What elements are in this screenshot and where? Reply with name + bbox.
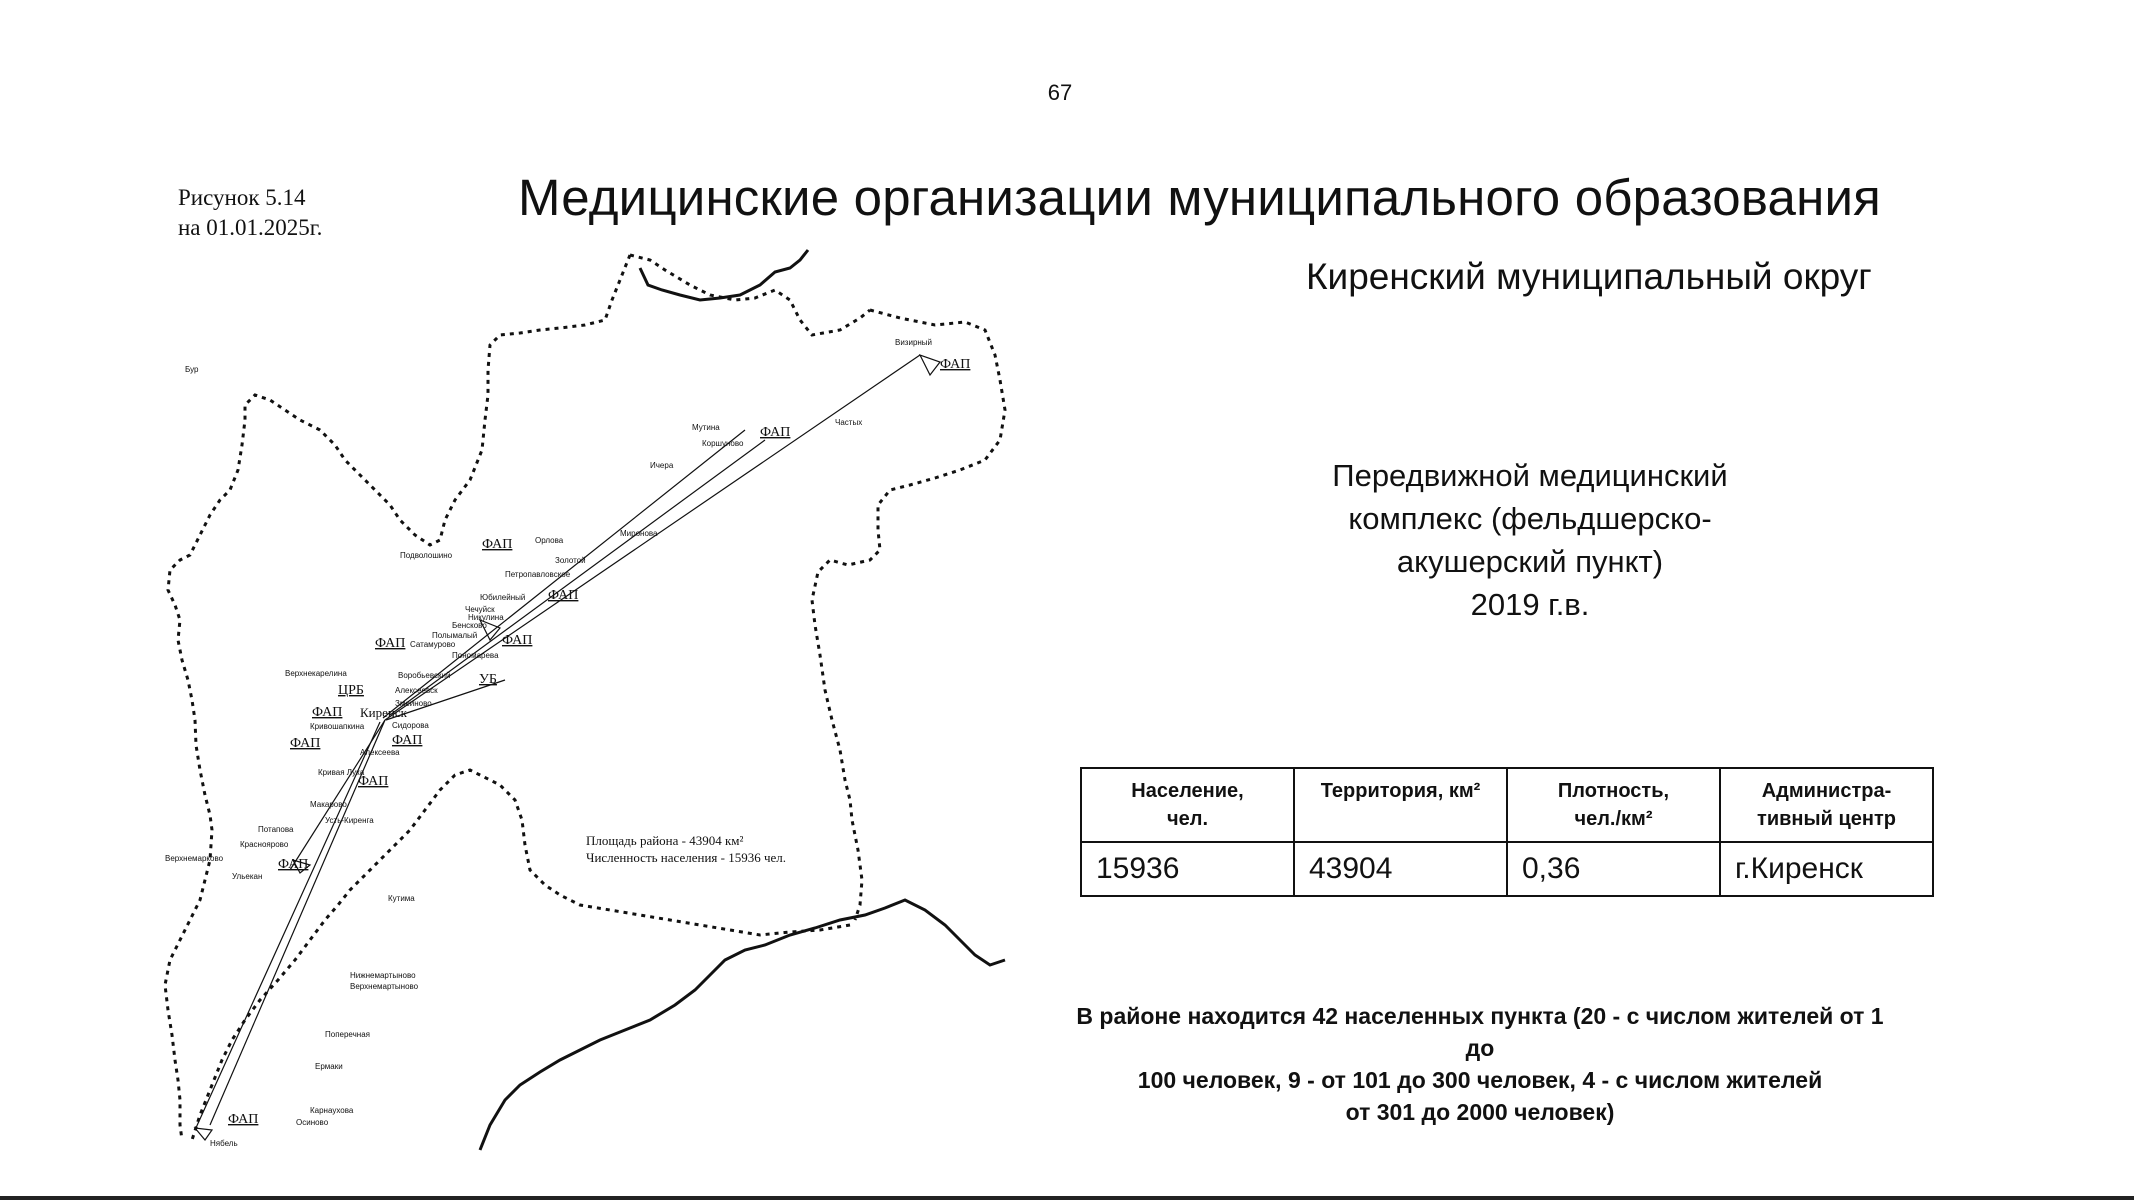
settlement-label: Частых	[835, 418, 863, 427]
settlement-label: Алексеева	[360, 748, 400, 757]
settlement-label: Подволошино	[400, 551, 453, 560]
settlement-label: Миронова	[620, 529, 658, 538]
header-population	[1081, 768, 1294, 842]
settlement-label: Визирный	[895, 338, 933, 347]
fap-marker: ФАП	[940, 357, 971, 372]
settlement-label: Верхнекарелина	[285, 669, 347, 678]
fap-marker: ФАП	[760, 425, 791, 440]
settlement-label: Нябель	[210, 1139, 238, 1148]
fap-marker: ФАП	[290, 736, 321, 751]
settlement-label-kirensk: Киренск	[360, 705, 407, 720]
settlement-label: Пономарева	[452, 651, 499, 660]
district-subtitle: Киренский муниципальный округ	[1306, 256, 1872, 297]
settlement-label: Карнаухова	[310, 1106, 354, 1115]
ub-marker: УБ	[479, 672, 497, 687]
settlements-note-line: 100 человек, 9 - от 101 до 300 человек, 4 - с числом жителей	[1137, 1067, 1823, 1093]
settlement-label: Алексеевск	[395, 686, 438, 695]
settlement-label: Ичера	[650, 461, 674, 470]
facility-markers	[228, 357, 970, 1127]
settlement-label: Воробьевский	[398, 671, 451, 680]
settlement-label: Орлова	[535, 536, 564, 545]
fap-marker: ФАП	[358, 774, 389, 789]
header-text: Территория, км²	[1320, 780, 1481, 802]
settlement-label: Бур	[185, 365, 199, 374]
river	[640, 250, 808, 300]
population-info-line: Численность населения - 15936 чел.	[586, 850, 787, 865]
table-header-row	[1081, 768, 1933, 842]
header-territory	[1294, 768, 1507, 842]
bottom-rule	[0, 1196, 2134, 1200]
settlement-label: Полымалый	[432, 631, 478, 640]
header-density	[1507, 768, 1720, 842]
mobile-complex-note	[1300, 454, 1760, 626]
district-map	[160, 245, 1030, 1165]
settlement-label: Потапова	[258, 825, 294, 834]
mobile-complex-line: 2019 г.в.	[1470, 587, 1590, 622]
table-row	[1081, 842, 1933, 896]
settlement-label: Усть-Киренга	[325, 816, 374, 825]
settlement-label: Ермаки	[315, 1062, 343, 1071]
header-text: чел./км²	[1574, 808, 1653, 830]
district-border-north	[630, 255, 870, 335]
page-number: 67	[1047, 80, 1073, 105]
figure-number: Рисунок 5.14	[178, 185, 306, 210]
settlement-label: Бенсково	[452, 621, 487, 630]
settlement-label: Никулина	[468, 613, 504, 622]
settlement-label: Осиново	[296, 1118, 329, 1127]
value-density: 0,36	[1507, 842, 1720, 896]
fap-marker: ФАП	[502, 633, 533, 648]
settlement-label: Золотой	[555, 556, 586, 565]
settlements-note-line: от 301 до 2000 человек)	[1345, 1099, 1615, 1125]
settlement-label: Сатамурово	[410, 640, 456, 649]
header-text: чел.	[1167, 808, 1208, 830]
header-text: Администра-	[1761, 780, 1892, 802]
figure-label	[178, 183, 322, 243]
header-admin-center	[1720, 768, 1933, 842]
value-population: 15936	[1081, 842, 1294, 896]
settlement-label: Змеиново	[395, 699, 432, 708]
district-border	[165, 255, 630, 1140]
settlement-label: Сидорова	[392, 721, 429, 730]
settlements-note	[1060, 1000, 1900, 1128]
settlement-label: Красноярово	[240, 840, 289, 849]
settlements-note-line: В районе находится 42 населенных пункта (20 - с числом жителей от 1 до	[1076, 1003, 1884, 1061]
crb-marker: ЦРБ	[338, 683, 364, 698]
settlement-label: Коршуново	[702, 439, 744, 448]
settlement-label: Мутина	[692, 423, 720, 432]
stats-table	[1080, 767, 1934, 897]
mobile-complex-line: Передвижной медицинский	[1332, 458, 1728, 493]
river-south	[480, 900, 1005, 1150]
district-border-east	[812, 310, 1005, 920]
header-text: Население,	[1131, 780, 1244, 802]
fap-marker: ФАП	[278, 857, 309, 872]
settlement-label: Кутима	[388, 894, 415, 903]
settlement-label: Кривая Лука	[318, 768, 365, 777]
settlement-label: Нижнемартыново	[350, 971, 416, 980]
page-title: Медицинские организации муниципального образования	[518, 169, 1881, 226]
value-territory: 43904	[1294, 842, 1507, 896]
area-info-line: Площадь района - 43904 км²	[586, 833, 744, 848]
settlement-label: Ульекан	[232, 872, 263, 881]
figure-date: на 01.01.2025г.	[178, 215, 323, 240]
header-text: тивный центр	[1757, 808, 1896, 830]
settlement-label: Кривошапкина	[310, 722, 365, 731]
fap-marker: ФАП	[312, 705, 343, 720]
mobile-complex-line: комплекс (фельдшерско-	[1348, 501, 1712, 536]
fap-marker: ФАП	[482, 537, 513, 552]
map-labels	[165, 338, 932, 1148]
header-text: Плотность,	[1557, 780, 1670, 802]
fap-marker: ФАП	[375, 636, 406, 651]
settlement-label: Петропавловское	[505, 570, 571, 579]
settlement-label: Чечуйск	[465, 605, 495, 614]
settlement-label: Верхнемарково	[165, 854, 224, 863]
mobile-complex-line: акушерский пункт)	[1396, 544, 1664, 579]
value-admin-center: г.Киренск	[1720, 842, 1933, 896]
fap-marker: ФАП	[228, 1112, 259, 1127]
settlement-label: Поперечная	[325, 1030, 370, 1039]
settlement-label: Макарово	[310, 800, 347, 809]
settlement-label: Юбилейный	[480, 593, 526, 602]
settlement-label: Верхнемартыново	[350, 982, 419, 991]
fap-marker: ФАП	[392, 733, 423, 748]
fap-marker: ФАП	[548, 588, 579, 603]
